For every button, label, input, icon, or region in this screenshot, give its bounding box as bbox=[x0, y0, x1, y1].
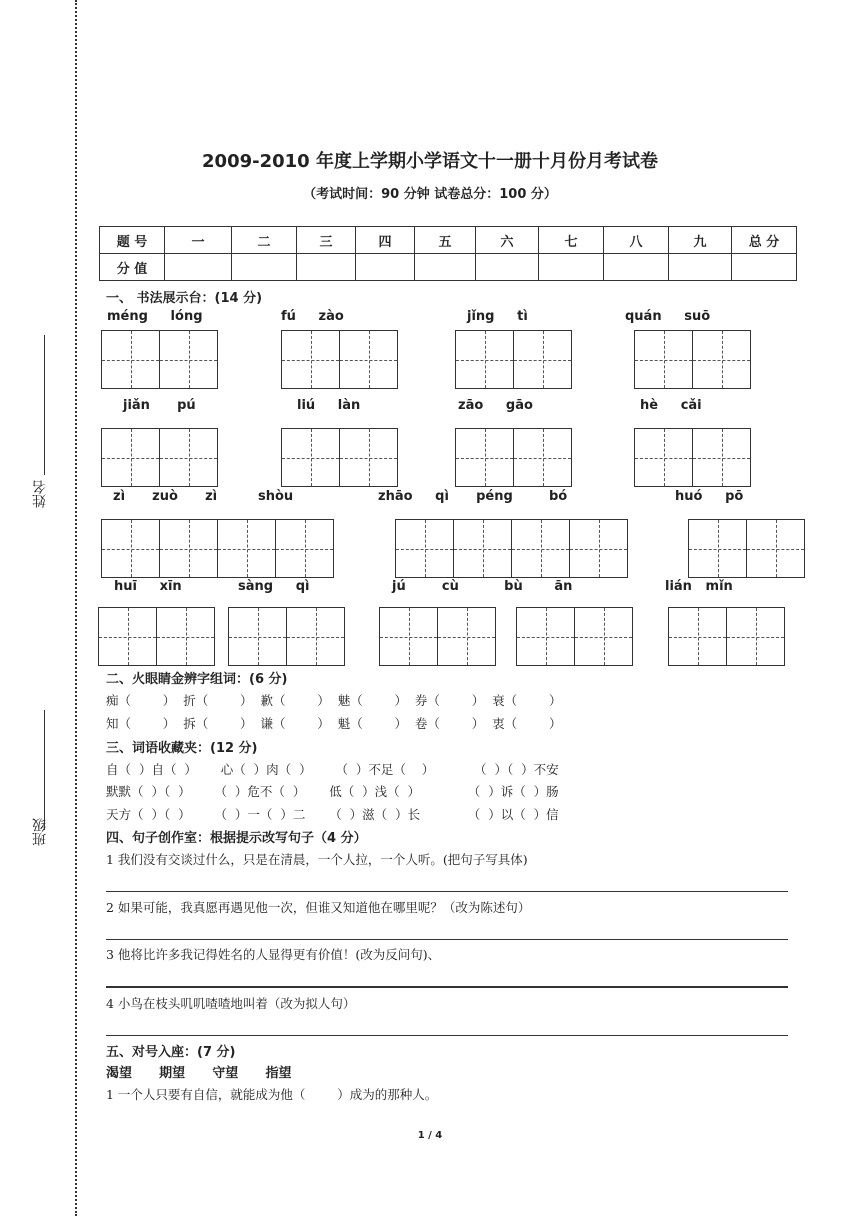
writing-grid[interactable] bbox=[455, 428, 572, 487]
score-cell[interactable] bbox=[604, 254, 669, 281]
score-value-label: 分 值 bbox=[100, 254, 165, 281]
score-header-label: 题 号 bbox=[100, 227, 165, 254]
writing-grid[interactable] bbox=[281, 428, 398, 487]
score-total-label: 总 分 bbox=[732, 227, 797, 254]
writing-grid[interactable] bbox=[228, 607, 345, 666]
idiom-line[interactable]: 自（ ）自（ ） 心（ ）肉（ ） （ ）不足（ ） （ ）（ ）不安 bbox=[106, 762, 559, 777]
fill-question[interactable]: 1 一个人只要有自信，就能成为他（ ）成为的那种人。 bbox=[106, 1087, 438, 1102]
pinyin: zāo gāo bbox=[458, 398, 533, 413]
exam-title: 2009-2010 年度上学期小学语文十一册十月份月考试卷 bbox=[202, 151, 658, 172]
score-cell[interactable] bbox=[165, 254, 232, 281]
name-underline bbox=[44, 335, 45, 475]
score-cell[interactable] bbox=[669, 254, 732, 281]
class-label: 班级 bbox=[32, 818, 48, 846]
writing-grid[interactable] bbox=[668, 607, 785, 666]
char-pair-line[interactable]: 痴（ ） 折（ ） 歉（ ） 魅（ ） 券（ ） 衰（ ） bbox=[106, 693, 562, 708]
idiom-line[interactable]: 默默（ ）（ ） （ ）危不（ ） 低（ ）浅（ ） （ ）诉（ ）肠 bbox=[106, 784, 559, 799]
idiom-line[interactable]: 天方（ ）（ ） （ ）一（ ）二 （ ）滋（ ）长 （ ）以（ ）信 bbox=[106, 807, 559, 822]
score-cell[interactable] bbox=[476, 254, 539, 281]
section3-title: 三、词语收藏夹：(12 分) bbox=[106, 741, 258, 756]
pinyin: sàng qì bbox=[238, 579, 310, 594]
score-cell[interactable] bbox=[539, 254, 604, 281]
writing-grid[interactable] bbox=[379, 607, 496, 666]
writing-grid[interactable] bbox=[634, 330, 751, 389]
score-cell[interactable] bbox=[232, 254, 297, 281]
score-col: 九 bbox=[669, 227, 732, 254]
name-label: 姓名 bbox=[32, 480, 48, 508]
section5-title: 五、对号入座：(7 分) bbox=[106, 1045, 236, 1060]
writing-grid[interactable] bbox=[281, 330, 398, 389]
writing-grid[interactable] bbox=[101, 519, 334, 578]
pinyin: zì zuò zì bbox=[113, 489, 218, 504]
score-row-header bbox=[100, 227, 797, 254]
score-cell[interactable] bbox=[732, 254, 797, 281]
pinyin: hè cǎi bbox=[640, 398, 702, 413]
answer-line[interactable] bbox=[106, 986, 788, 988]
writing-grid[interactable] bbox=[395, 519, 628, 578]
pinyin: jǐng tì bbox=[467, 309, 528, 324]
score-row-values bbox=[100, 254, 797, 281]
pinyin: quán suō bbox=[625, 309, 711, 324]
writing-grid[interactable] bbox=[98, 607, 215, 666]
rewrite-question: 3 他将比许多我记得姓名的人显得更有价值！(改为反问句)、 bbox=[106, 947, 441, 962]
pinyin: huī xīn bbox=[114, 579, 182, 594]
rewrite-question: 1 我们没有交谈过什么，只是在清晨，一个人拉，一个人听。(把句子写具体) bbox=[106, 852, 528, 867]
rewrite-question: 2 如果可能，我真愿再遇见他一次，但谁又知道他在哪里呢？（改为陈述句） bbox=[106, 900, 531, 915]
writing-grid[interactable] bbox=[455, 330, 572, 389]
answer-line[interactable] bbox=[106, 939, 788, 940]
answer-line[interactable] bbox=[106, 1035, 788, 1036]
score-col: 七 bbox=[539, 227, 604, 254]
score-col: 六 bbox=[476, 227, 539, 254]
char-pair-line[interactable]: 知（ ） 拆（ ） 谦（ ） 魁（ ） 卷（ ） 衷（ ） bbox=[106, 716, 562, 731]
word-choices: 渴望 期望 守望 指望 bbox=[106, 1066, 292, 1081]
score-cell[interactable] bbox=[297, 254, 356, 281]
score-col: 五 bbox=[415, 227, 476, 254]
section4-title: 四、句子创作室：根据提示改写句子（4 分） bbox=[106, 831, 367, 846]
pinyin: shòu bbox=[258, 489, 294, 504]
score-col: 八 bbox=[604, 227, 669, 254]
writing-grid[interactable] bbox=[634, 428, 751, 487]
score-col: 四 bbox=[356, 227, 415, 254]
pinyin: jiǎn pú bbox=[123, 398, 196, 413]
rewrite-question: 4 小鸟在枝头叽叽喳喳地叫着（改为拟人句） bbox=[106, 996, 356, 1011]
pinyin: lián mǐn bbox=[665, 579, 733, 594]
pinyin: méng lóng bbox=[107, 309, 203, 324]
score-col: 二 bbox=[232, 227, 297, 254]
writing-grid[interactable] bbox=[101, 428, 218, 487]
answer-line[interactable] bbox=[106, 891, 788, 892]
pinyin: fú zào bbox=[281, 309, 344, 324]
pinyin: zhāo qì péng bó bbox=[378, 489, 568, 504]
score-cell[interactable] bbox=[415, 254, 476, 281]
score-col: 三 bbox=[297, 227, 356, 254]
exam-subtitle: （考试时间：90 分钟 试卷总分：100 分） bbox=[303, 187, 557, 202]
writing-grid[interactable] bbox=[688, 519, 805, 578]
score-cell[interactable] bbox=[356, 254, 415, 281]
section1-title: 一、 书法展示台：(14 分) bbox=[106, 291, 263, 306]
pinyin: jú cù bù ān bbox=[392, 579, 573, 594]
section2-title: 二、火眼睛金辨字组词：(6 分) bbox=[106, 672, 288, 687]
pinyin: huó pō bbox=[675, 489, 744, 504]
page-number: 1 / 4 bbox=[417, 1130, 443, 1141]
pinyin: liú làn bbox=[297, 398, 361, 413]
writing-grid[interactable] bbox=[516, 607, 633, 666]
writing-grid[interactable] bbox=[101, 330, 218, 389]
class-underline bbox=[44, 710, 45, 830]
score-col: 一 bbox=[165, 227, 232, 254]
score-table bbox=[99, 226, 797, 281]
